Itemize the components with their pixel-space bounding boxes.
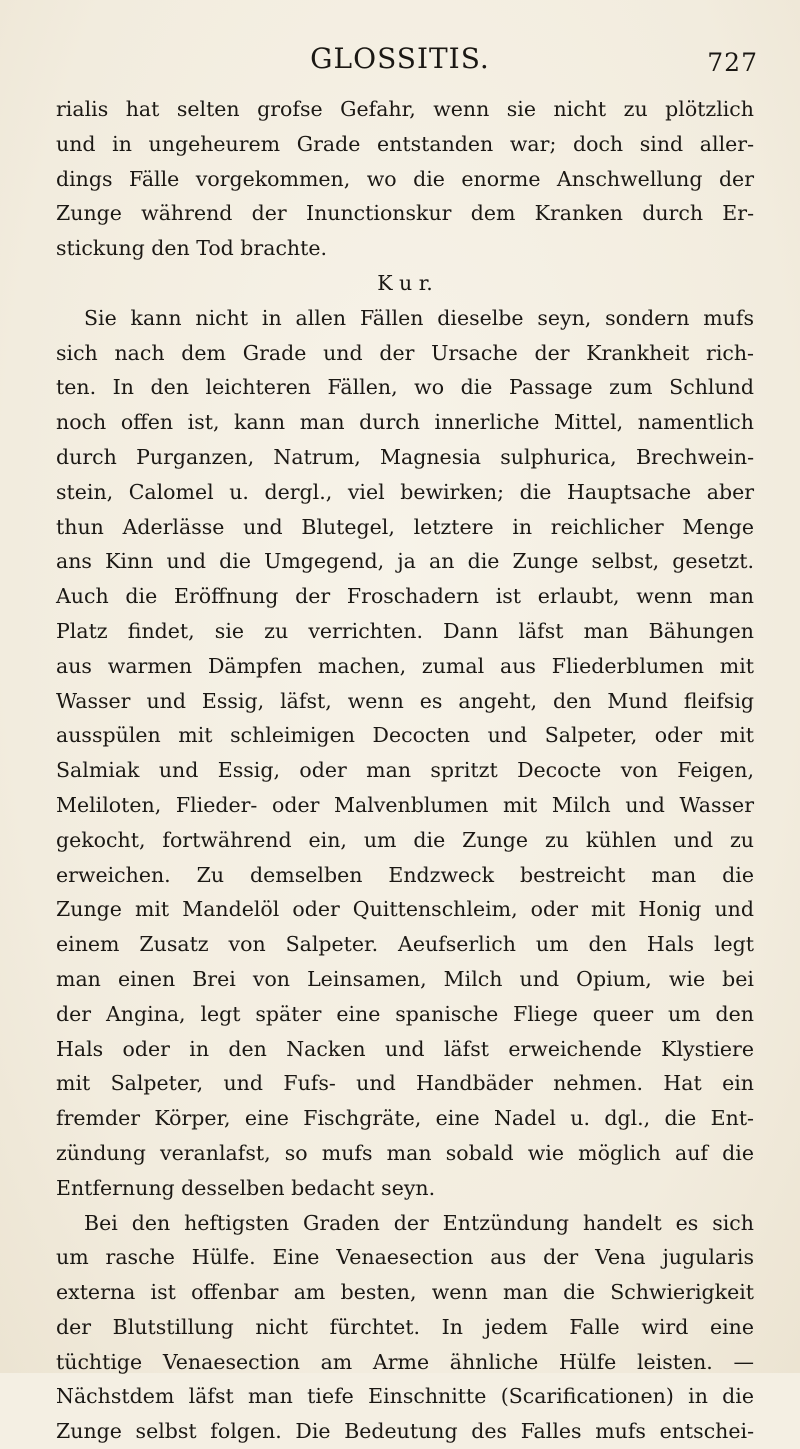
text-line: stein, Calomel u. dergl., viel bewirken; die Hauptsache aber — [56, 479, 754, 504]
text-line: Sie kann nicht in allen Fällen dieselbe seyn, sondern mufs — [84, 305, 754, 330]
text-line: dings Fälle vorgekommen, wo die enorme Anschwellung der — [56, 166, 754, 191]
text-line: thun Aderlässe und Blutegel, letztere in reichlicher Menge — [56, 514, 754, 539]
text-line: Nächstdem läfst man tiefe Einschnitte (Scarificationen) in die — [56, 1384, 754, 1409]
text-line: der Angina, legt später eine spanische Fliege queer um den — [56, 1001, 754, 1026]
page-number: 727 — [707, 48, 758, 77]
text-line: tüchtige Venaesection am Arme ähnliche Hülfe leisten. — — [56, 1349, 754, 1374]
text-line: Wasser und Essig, läfst, wenn es angeht, den Mund fleifsig — [56, 688, 754, 713]
text-line: stickung den Tod brachte. — [56, 236, 328, 261]
text-line: einem Zusatz von Salpeter. Aeufserlich um den Hals legt — [56, 932, 754, 957]
text-line: rialis hat selten grofse Gefahr, wenn sie nicht zu plötzlich — [56, 97, 754, 121]
text-line: zündung veranlafst, so mufs man sobald wie möglich auf die — [56, 1140, 754, 1165]
section-heading: K u r. — [377, 270, 433, 295]
text-line: aus warmen Dämpfen machen, zumal aus Fliederblumen mit — [56, 653, 754, 678]
text-line: Auch die Eröffnung der Froschadern ist erlaubt, wenn man — [56, 584, 754, 609]
text-line: externa ist offenbar am besten, wenn man die Schwierigkeit — [56, 1280, 754, 1305]
text-line: und in ungeheurem Grade entstanden war; doch sind aller- — [56, 131, 754, 156]
text-line: man einen Brei von Leinsamen, Milch und Opium, wie bei — [56, 966, 754, 991]
text-line: durch Purganzen, Natrum, Magnesia sulphurica, Brechwein- — [56, 444, 754, 469]
body-text — [56, 92, 754, 1449]
text-line: erweichen. Zu demselben Endzweck bestreicht man die — [56, 862, 754, 887]
text-line: Hals oder in den Nacken und läfst erweichende Klystiere — [56, 1036, 754, 1061]
text-line: Zunge während der Inunctionskur dem Kranken durch Er- — [56, 201, 754, 226]
text-line: mit Salpeter, und Fufs- und Handbäder nehmen. Hat ein — [56, 1071, 754, 1096]
text-line: ten. In den leichteren Fällen, wo die Passage zum Schlund — [56, 375, 754, 400]
text-line: Zunge selbst folgen. Die Bedeutung des Falles mufs entschei- — [56, 1419, 754, 1444]
text-line: Meliloten, Flieder- oder Malvenblumen mit Milch und Wasser — [56, 792, 754, 817]
text-line: sich nach dem Grade und der Ursache der Krankheit rich- — [56, 340, 754, 365]
text-line: Platz findet, sie zu verrichten. Dann läfst man Bähungen — [56, 618, 754, 643]
page-header — [0, 42, 800, 82]
text-line: noch offen ist, kann man durch innerliche Mittel, namentlich — [56, 410, 754, 435]
text-line: Salmiak und Essig, oder man spritzt Decocte von Feigen, — [56, 758, 754, 783]
text-line: fremder Körper, eine Fischgräte, eine Nadel u. dgl., die Ent- — [56, 1106, 754, 1131]
text-line: ans Kinn und die Umgegend, ja an die Zunge selbst, gesetzt. — [56, 549, 754, 574]
text-line: gekocht, fortwährend ein, um die Zunge zu kühlen und zu — [56, 827, 754, 852]
text-line: um rasche Hülfe. Eine Venaesection aus der Vena jugularis — [56, 1245, 754, 1270]
text-line: Zunge mit Mandelöl oder Quittenschleim, oder mit Honig und — [56, 897, 754, 922]
text-line: der Blutstillung nicht fürchtet. In jedem Falle wird eine — [56, 1314, 754, 1339]
text-line: Bei den heftigsten Graden der Entzündung handelt es sich — [84, 1210, 754, 1235]
text-line: ausspülen mit schleimigen Decocten und Salpeter, oder mit — [56, 723, 754, 748]
running-title: GLOSSITIS. — [310, 42, 490, 75]
text-line: Entfernung desselben bedacht seyn. — [56, 1175, 436, 1200]
